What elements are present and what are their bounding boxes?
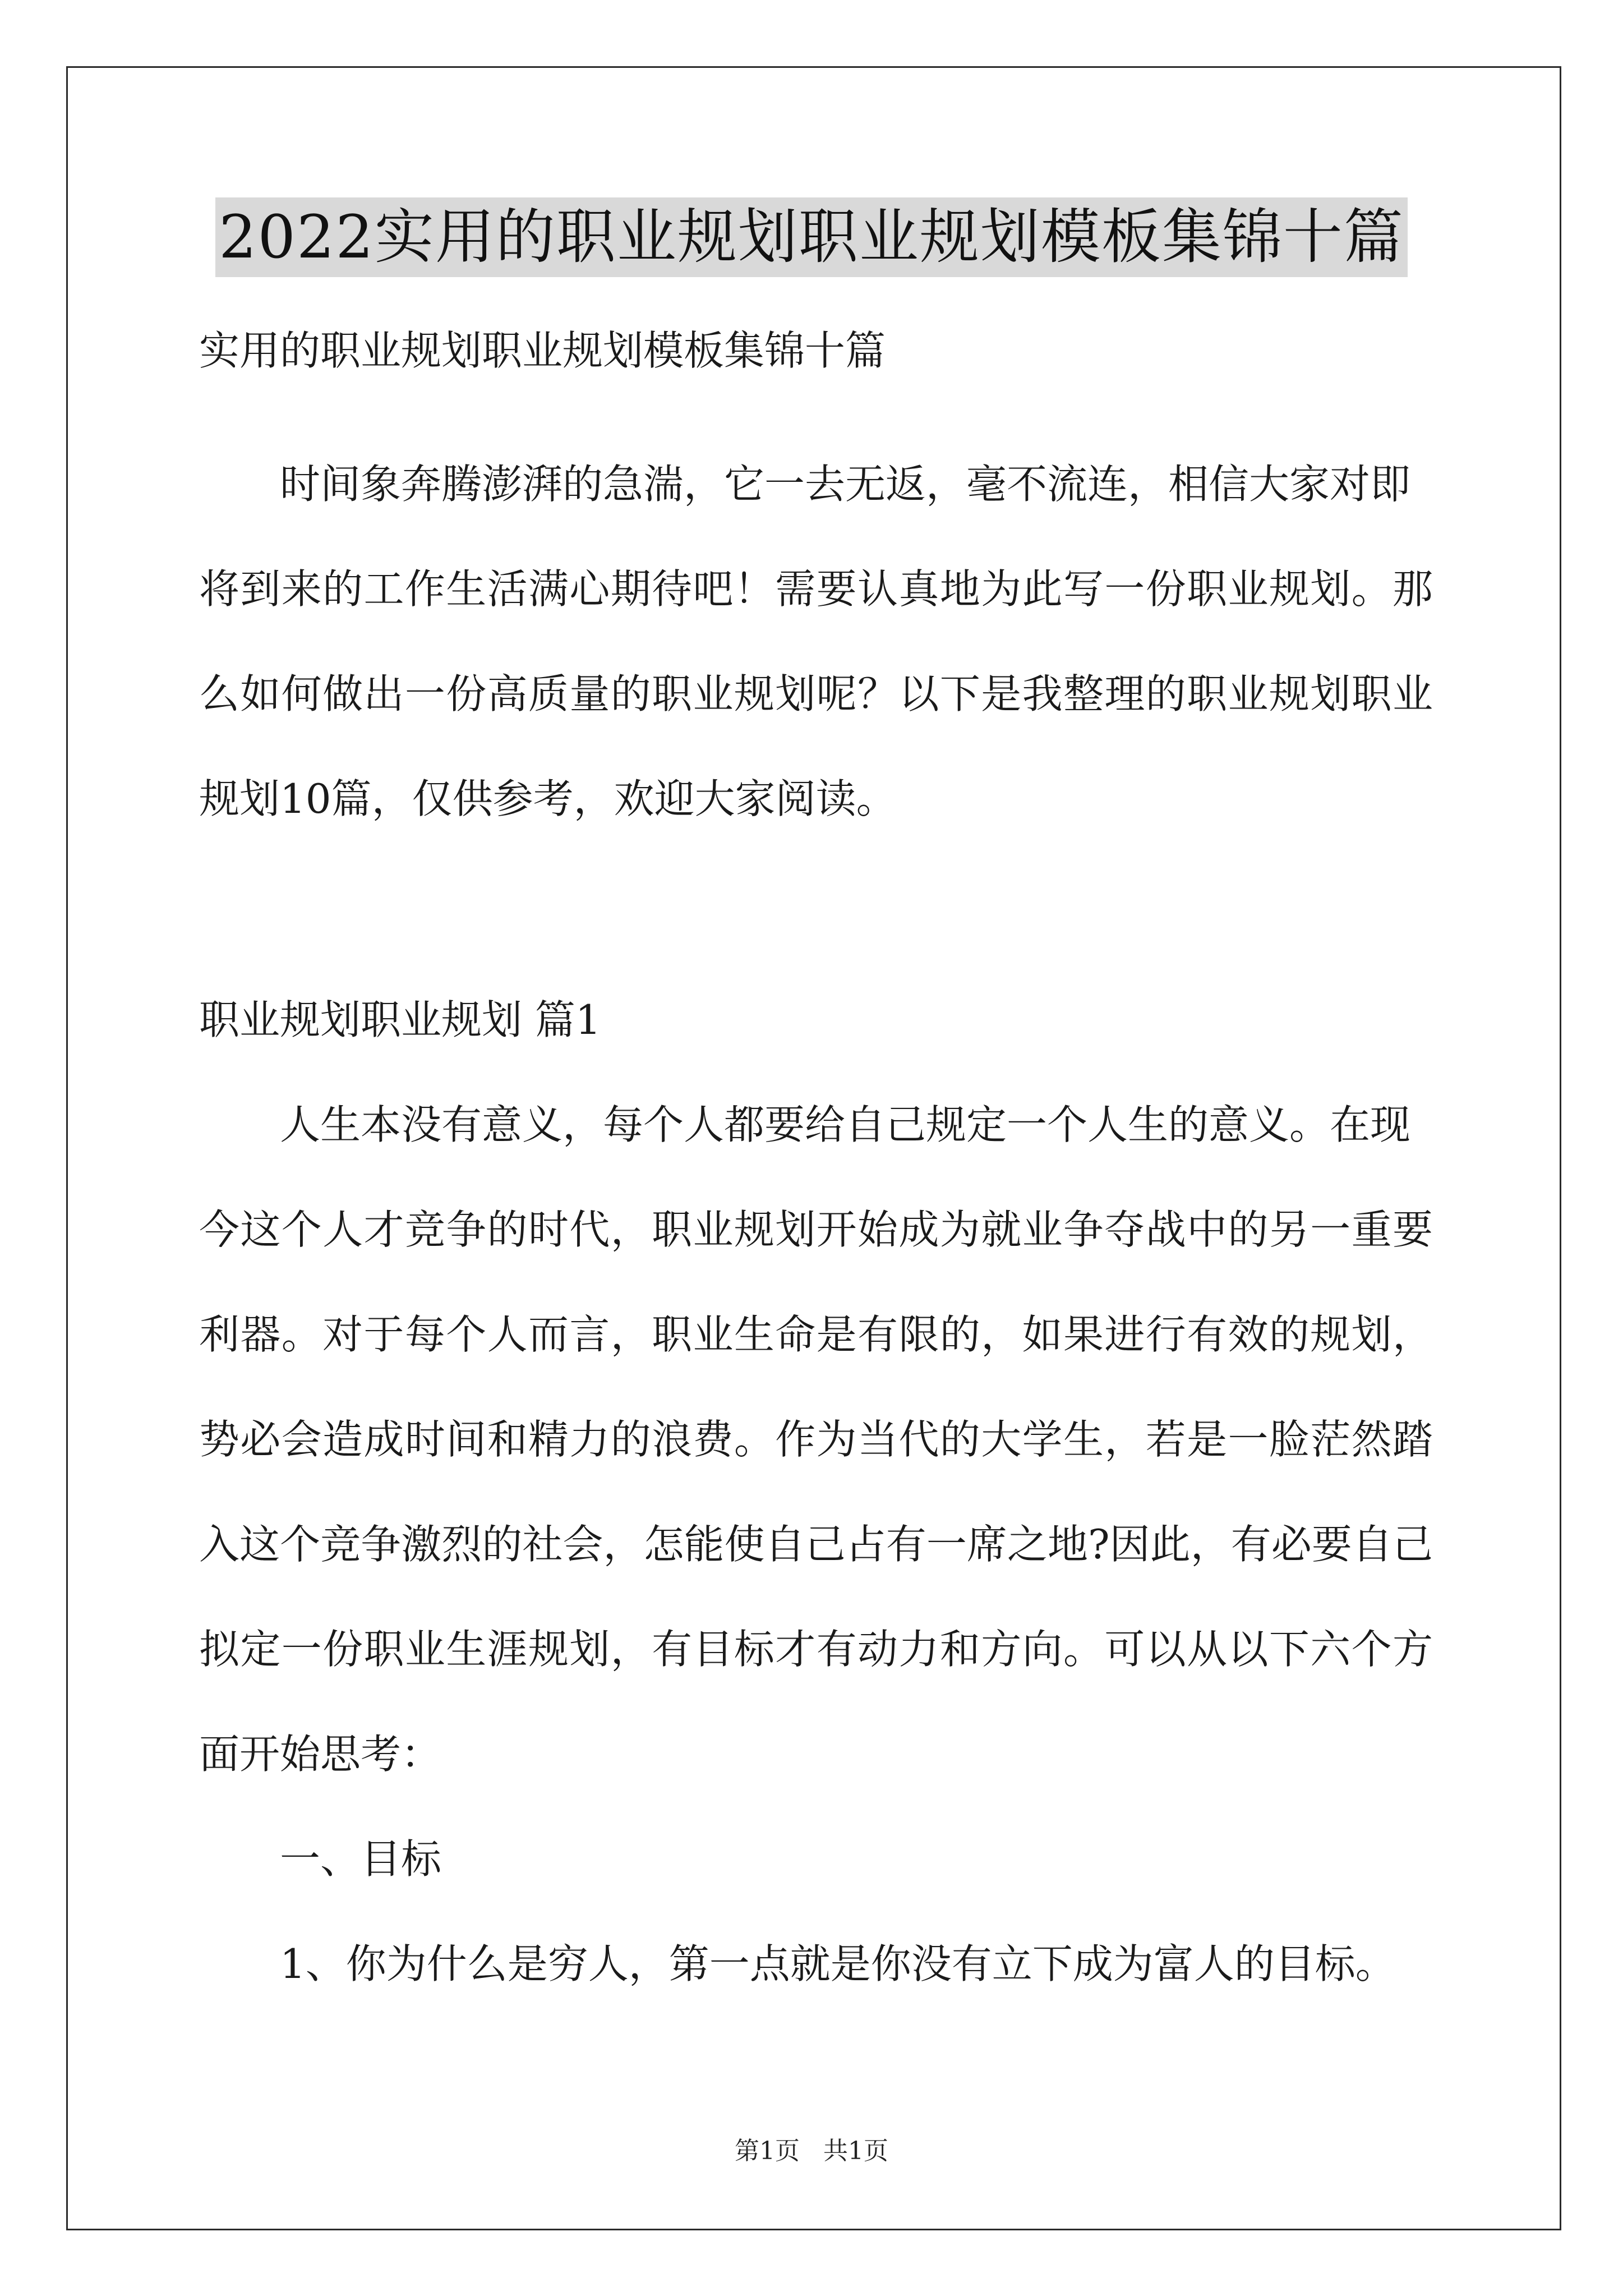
intro-line-1: 时间象奔腾澎湃的急湍，它一去无返，毫不流连，相信大家对即: [280, 461, 1411, 508]
section-line-6: 拟定一份职业生涯规划，有目标才有动力和方向。可以从以下六个方: [199, 1626, 1433, 1673]
page-total: 共1页: [823, 2137, 888, 2165]
intro-line-2: 将到来的工作生活满心期待吧！需要认真地为此写一份职业规划。那: [199, 565, 1433, 613]
subtitle: 实用的职业规划职业规划模板集锦十篇: [199, 327, 886, 374]
intro-line-4: 规划10篇，仅供参考，欢迎大家阅读。: [199, 775, 897, 822]
point-heading: 一、目标: [280, 1835, 442, 1883]
section-line-5: 入这个竞争激烈的社会，怎能使自己占有一席之地?因此，有必要自己: [199, 1521, 1433, 1568]
section-line-7: 面开始思考：: [199, 1731, 442, 1778]
section-line-3: 利器。对于每个人而言，职业生命是有限的，如果进行有效的规划，: [199, 1311, 1433, 1358]
point-1: 1、你为什么是穷人，第一点就是你没有立下成为富人的目标。: [280, 1940, 1396, 1987]
page-footer: [0, 2134, 1623, 2168]
section-line-1: 人生本没有意义，每个人都要给自己规定一个人生的意义。在现: [280, 1101, 1411, 1148]
section-heading: 职业规划职业规划 篇1: [199, 996, 601, 1043]
intro-line-3: 么如何做出一份高质量的职业规划呢？以下是我整理的职业规划职业: [199, 670, 1433, 717]
page-number: 第1页: [735, 2137, 800, 2165]
title-wrap: [0, 197, 1623, 277]
section-line-4: 势必会造成时间和精力的浪费。作为当代的大学生，若是一脸茫然踏: [199, 1416, 1433, 1463]
document-title: 2022实用的职业规划职业规划模板集锦十篇: [215, 197, 1408, 277]
section-line-2: 今这个人才竞争的时代，职业规划开始成为就业争夺战中的另一重要: [199, 1206, 1433, 1253]
